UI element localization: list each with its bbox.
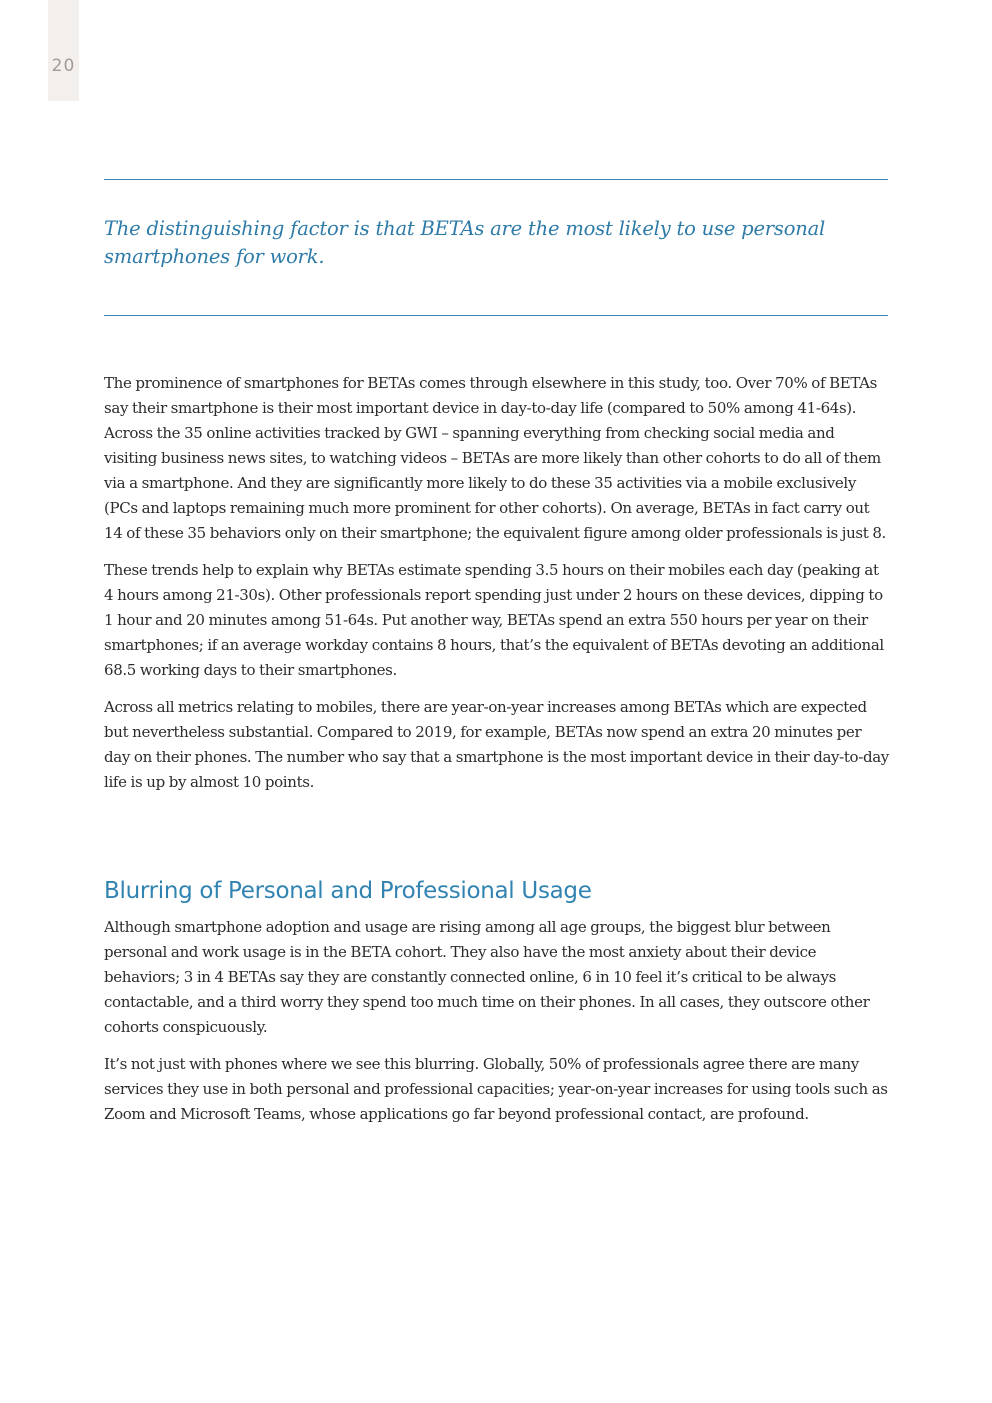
section-heading: Blurring of Personal and Professional Usage	[104, 878, 592, 904]
section-text-block	[104, 915, 889, 1139]
page-number: 20	[51, 56, 76, 76]
pull-quote-bottom-rule	[104, 315, 888, 316]
pull-quote: The distinguishing factor is that BETAs are the most likely to use personal smartphones for work.	[104, 217, 826, 268]
section-paragraph: It’s not just with phones where we see this blurring. Globally, 50% of professionals agree there are many services they use in both personal and professional capacities; year-on-year increases for using tools such as Zoom and Microsoft Teams, whose applications go far beyond professional contact, are profound.	[104, 1055, 888, 1123]
section-paragraph: Although smartphone adoption and usage are rising among all age groups, the biggest blur between personal and work usage is in the BETA cohort. They also have the most anxiety about their device behaviors; 3 in 4 BETAs say they are constantly connected online, 6 in 10 feel it’s critical to be always contactable, and a third worry they spend too much time on their phones. In all cases, they outscore other cohorts conspicuously.	[104, 918, 870, 1036]
page-number-tab	[48, 0, 79, 101]
body-paragraph: These trends help to explain why BETAs estimate spending 3.5 hours on their mobiles each day (peaking at 4 hours among 21-30s). Other professionals report spending just under 2 hours on these devices, dipping to 1 hour and 20 minutes among 51-64s. Put another way, BETAs spend an extra 550 hours per year on their smartphones; if an average workday contains 8 hours, that’s the equivalent of BETAs devoting an additional 68.5 working days to their smartphones.	[104, 561, 884, 679]
body-paragraph: Across all metrics relating to mobiles, there are year-on-year increases among BETAs which are expected but nevertheless substantial. Compared to 2019, for example, BETAs now spend an extra 20 minutes per day on their phones. The number who say that a smartphone is the most important device in their day-to-day life is up by almost 10 points.	[104, 698, 889, 791]
body-paragraph: The prominence of smartphones for BETAs comes through elsewhere in this study, too. Over 70% of BETAs say their smartphone is their most important device in day-to-day life (compared to 50% among 41-64s). Across the 35 online activities tracked by GWI – spanning everything from checking social media and visiting business news sites, to watching videos – BETAs are more likely than other cohorts to do all of them via a smartphone. And they are significantly more likely to do these 35 activities via a mobile exclusively (PCs and laptops remaining much more prominent for other cohorts). On average, BETAs in fact carry out 14 of these 35 behaviors only on their smartphone; the equivalent figure among older professionals is just 8.	[104, 374, 886, 542]
pull-quote-top-rule	[104, 179, 888, 180]
body-text-block	[104, 371, 889, 807]
